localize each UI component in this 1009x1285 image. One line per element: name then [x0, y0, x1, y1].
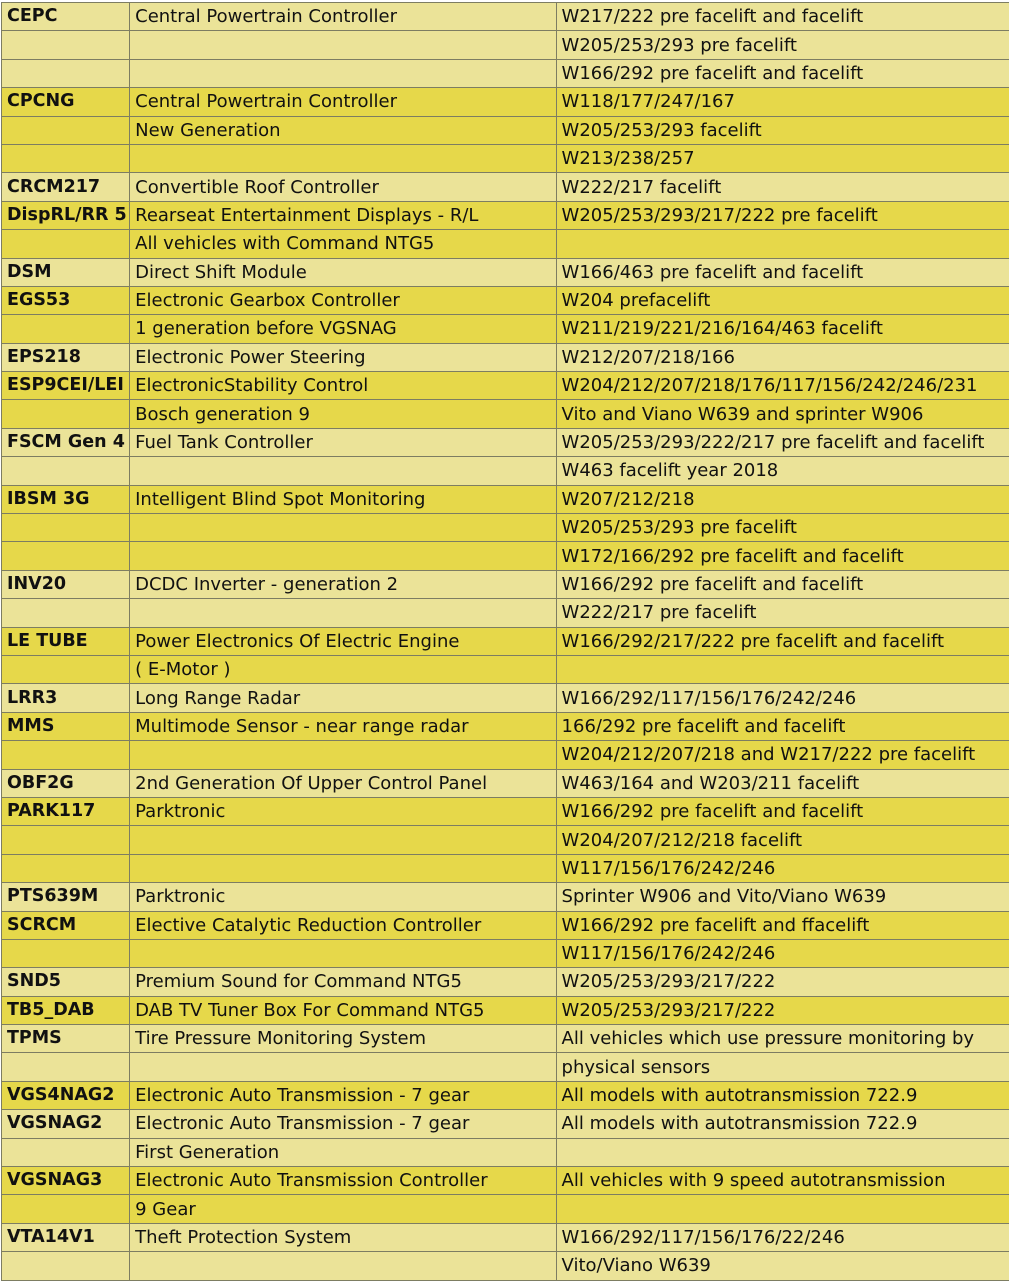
vehicles-cell: Sprinter W906 and Vito/Viano W639 — [556, 883, 1009, 911]
module-code-cell — [2, 741, 130, 769]
module-code-cell — [2, 230, 130, 258]
vehicles-cell: W217/222 pre facelift and facelift — [556, 3, 1009, 31]
vehicles-cell: W166/292/117/156/176/242/246 — [556, 684, 1009, 712]
module-name-cell: First Generation — [130, 1138, 556, 1166]
table-row — [2, 826, 1009, 854]
module-code-cell — [2, 854, 130, 882]
module-name-cell — [130, 826, 556, 854]
table-row — [2, 655, 1009, 683]
module-name-cell — [130, 59, 556, 87]
module-code-cell — [2, 400, 130, 428]
vehicles-cell: W166/292/117/156/176/22/246 — [556, 1223, 1009, 1251]
module-code-cell: EPS218 — [2, 343, 130, 371]
table-row — [2, 1025, 1009, 1053]
vehicles-cell: Vito and Viano W639 and sprinter W906 — [556, 400, 1009, 428]
table-row — [2, 1053, 1009, 1081]
module-name-cell: Electronic Auto Transmission - 7 gear — [130, 1081, 556, 1109]
table-row — [2, 173, 1009, 201]
table-row — [2, 258, 1009, 286]
table-row — [2, 1252, 1009, 1280]
vehicles-cell: All models with autotransmission 722.9 — [556, 1110, 1009, 1138]
table-row — [2, 911, 1009, 939]
vehicles-cell: W463 facelift year 2018 — [556, 457, 1009, 485]
module-name-cell: Electronic Auto Transmission Controller — [130, 1167, 556, 1195]
module-code-cell — [2, 1053, 130, 1081]
vehicles-cell: W117/156/176/242/246 — [556, 854, 1009, 882]
module-code-cell: CRCM217 — [2, 173, 130, 201]
module-name-cell: Elective Catalytic Reduction Controller — [130, 911, 556, 939]
module-code-cell: TPMS — [2, 1025, 130, 1053]
module-code-cell: VTA14V1 — [2, 1223, 130, 1251]
vehicles-cell: W222/217 facelift — [556, 173, 1009, 201]
module-name-cell: Tire Pressure Monitoring System — [130, 1025, 556, 1053]
ecu-compatibility-table — [1, 2, 1009, 1281]
table-row — [2, 996, 1009, 1024]
table-row — [2, 1110, 1009, 1138]
vehicles-cell: W118/177/247/167 — [556, 88, 1009, 116]
vehicles-cell: W117/156/176/242/246 — [556, 939, 1009, 967]
vehicles-cell — [556, 1195, 1009, 1223]
table-row — [2, 315, 1009, 343]
vehicles-cell: W212/207/218/166 — [556, 343, 1009, 371]
module-code-cell — [2, 1252, 130, 1280]
vehicles-cell: W205/253/293 facelift — [556, 116, 1009, 144]
vehicles-cell: W166/292 pre facelift and facelift — [556, 797, 1009, 825]
vehicles-cell: All models with autotransmission 722.9 — [556, 1081, 1009, 1109]
module-name-cell: Premium Sound for Command NTG5 — [130, 968, 556, 996]
module-name-cell: Central Powertrain Controller — [130, 88, 556, 116]
table-row — [2, 88, 1009, 116]
module-code-cell — [2, 144, 130, 172]
module-name-cell — [130, 1252, 556, 1280]
module-name-cell — [130, 741, 556, 769]
table-row — [2, 854, 1009, 882]
table-row — [2, 201, 1009, 229]
module-name-cell: Multimode Sensor - near range radar — [130, 712, 556, 740]
table-row — [2, 144, 1009, 172]
table-row — [2, 883, 1009, 911]
vehicles-cell: W204 prefacelift — [556, 286, 1009, 314]
table-row — [2, 286, 1009, 314]
module-code-cell — [2, 59, 130, 87]
module-code-cell: INV20 — [2, 570, 130, 598]
vehicles-cell: W166/292 pre facelift and facelift — [556, 570, 1009, 598]
table-row — [2, 59, 1009, 87]
module-code-cell — [2, 31, 130, 59]
table-row — [2, 797, 1009, 825]
table-row — [2, 1081, 1009, 1109]
module-name-cell — [130, 1053, 556, 1081]
module-name-cell — [130, 854, 556, 882]
module-code-cell — [2, 939, 130, 967]
table-row — [2, 3, 1009, 31]
vehicles-cell: W207/212/218 — [556, 485, 1009, 513]
module-name-cell: New Generation — [130, 116, 556, 144]
table-row — [2, 599, 1009, 627]
module-code-cell — [2, 1138, 130, 1166]
table-row — [2, 542, 1009, 570]
vehicles-cell: W166/463 pre facelift and facelift — [556, 258, 1009, 286]
module-name-cell: Theft Protection System — [130, 1223, 556, 1251]
module-name-cell: DCDC Inverter - generation 2 — [130, 570, 556, 598]
table-row — [2, 457, 1009, 485]
module-name-cell: All vehicles with Command NTG5 — [130, 230, 556, 258]
module-code-cell — [2, 542, 130, 570]
vehicles-cell — [556, 655, 1009, 683]
module-name-cell: Electronic Auto Transmission - 7 gear — [130, 1110, 556, 1138]
module-code-cell — [2, 826, 130, 854]
table-row — [2, 428, 1009, 456]
vehicles-cell: W172/166/292 pre facelift and facelift — [556, 542, 1009, 570]
module-code-cell: VGS4NAG2 — [2, 1081, 130, 1109]
module-code-cell: VGSNAG3 — [2, 1167, 130, 1195]
module-name-cell: Central Powertrain Controller — [130, 3, 556, 31]
vehicles-cell: All vehicles with 9 speed autotransmission — [556, 1167, 1009, 1195]
module-code-cell: DispRL/RR 5 — [2, 201, 130, 229]
table-row — [2, 400, 1009, 428]
module-name-cell — [130, 31, 556, 59]
module-code-cell — [2, 116, 130, 144]
vehicles-cell: W166/292/217/222 pre facelift and facelift — [556, 627, 1009, 655]
module-name-cell: Electronic Gearbox Controller — [130, 286, 556, 314]
module-code-cell: PARK117 — [2, 797, 130, 825]
module-name-cell: Fuel Tank Controller — [130, 428, 556, 456]
module-name-cell — [130, 514, 556, 542]
table-row — [2, 230, 1009, 258]
table-row — [2, 343, 1009, 371]
module-name-cell: Direct Shift Module — [130, 258, 556, 286]
vehicles-cell: physical sensors — [556, 1053, 1009, 1081]
module-code-cell — [2, 457, 130, 485]
vehicles-cell: W205/253/293 pre facelift — [556, 514, 1009, 542]
module-code-cell: EGS53 — [2, 286, 130, 314]
vehicles-cell: 166/292 pre facelift and facelift — [556, 712, 1009, 740]
module-name-cell: Electronic Power Steering — [130, 343, 556, 371]
vehicles-cell — [556, 1138, 1009, 1166]
module-code-cell — [2, 599, 130, 627]
module-name-cell: Intelligent Blind Spot Monitoring — [130, 485, 556, 513]
vehicles-cell: W205/253/293/222/217 pre facelift and facelift — [556, 428, 1009, 456]
vehicles-cell: All vehicles which use pressure monitoring by — [556, 1025, 1009, 1053]
module-name-cell: 1 generation before VGSNAG — [130, 315, 556, 343]
module-name-cell — [130, 599, 556, 627]
table-row — [2, 116, 1009, 144]
vehicles-cell: W166/292 pre facelift and ffacelift — [556, 911, 1009, 939]
vehicles-cell: W204/212/207/218 and W217/222 pre facelift — [556, 741, 1009, 769]
table-row — [2, 712, 1009, 740]
module-code-cell — [2, 315, 130, 343]
module-code-cell: TB5_DAB — [2, 996, 130, 1024]
module-name-cell — [130, 457, 556, 485]
module-name-cell — [130, 542, 556, 570]
table-body — [2, 3, 1009, 1281]
module-code-cell: FSCM Gen 4 — [2, 428, 130, 456]
module-name-cell — [130, 144, 556, 172]
module-code-cell: CEPC — [2, 3, 130, 31]
table-row — [2, 627, 1009, 655]
module-name-cell: ElectronicStability Control — [130, 372, 556, 400]
table-row — [2, 570, 1009, 598]
module-code-cell: SND5 — [2, 968, 130, 996]
module-code-cell — [2, 1195, 130, 1223]
module-name-cell: Parktronic — [130, 883, 556, 911]
module-name-cell — [130, 939, 556, 967]
vehicles-cell: W222/217 pre facelift — [556, 599, 1009, 627]
vehicles-cell: W205/253/293/217/222 — [556, 996, 1009, 1024]
module-code-cell: ESP9CEI/LEI — [2, 372, 130, 400]
vehicles-cell: W205/253/293 pre facelift — [556, 31, 1009, 59]
module-name-cell: Long Range Radar — [130, 684, 556, 712]
module-name-cell: DAB TV Tuner Box For Command NTG5 — [130, 996, 556, 1024]
vehicles-cell: W205/253/293/217/222 — [556, 968, 1009, 996]
module-code-cell: VGSNAG2 — [2, 1110, 130, 1138]
module-code-cell — [2, 655, 130, 683]
module-code-cell: IBSM 3G — [2, 485, 130, 513]
table-row — [2, 1223, 1009, 1251]
module-code-cell — [2, 514, 130, 542]
vehicles-cell: W211/219/221/216/164/463 facelift — [556, 315, 1009, 343]
module-name-cell: Parktronic — [130, 797, 556, 825]
vehicles-cell: W204/212/207/218/176/117/156/242/246/231 — [556, 372, 1009, 400]
vehicles-cell: W463/164 and W203/211 facelift — [556, 769, 1009, 797]
module-name-cell: 9 Gear — [130, 1195, 556, 1223]
table-row — [2, 684, 1009, 712]
vehicles-cell: W205/253/293/217/222 pre facelift — [556, 201, 1009, 229]
module-code-cell: MMS — [2, 712, 130, 740]
table-row — [2, 1195, 1009, 1223]
table-row — [2, 769, 1009, 797]
module-code-cell: PTS639M — [2, 883, 130, 911]
module-name-cell: ( E-Motor ) — [130, 655, 556, 683]
table-row — [2, 514, 1009, 542]
vehicles-cell: W204/207/212/218 facelift — [556, 826, 1009, 854]
module-code-cell: OBF2G — [2, 769, 130, 797]
module-name-cell: Convertible Roof Controller — [130, 173, 556, 201]
table-row — [2, 485, 1009, 513]
vehicles-cell — [556, 230, 1009, 258]
vehicles-cell: W166/292 pre facelift and facelift — [556, 59, 1009, 87]
module-name-cell: Bosch generation 9 — [130, 400, 556, 428]
table-row — [2, 968, 1009, 996]
table-row — [2, 1167, 1009, 1195]
module-code-cell: SCRCM — [2, 911, 130, 939]
table-row — [2, 939, 1009, 967]
table-row — [2, 31, 1009, 59]
module-code-cell: DSM — [2, 258, 130, 286]
module-name-cell: 2nd Generation Of Upper Control Panel — [130, 769, 556, 797]
table-row — [2, 372, 1009, 400]
table-row — [2, 741, 1009, 769]
module-code-cell: LE TUBE — [2, 627, 130, 655]
module-name-cell: Power Electronics Of Electric Engine — [130, 627, 556, 655]
vehicles-cell: Vito/Viano W639 — [556, 1252, 1009, 1280]
vehicles-cell: W213/238/257 — [556, 144, 1009, 172]
module-code-cell: CPCNG — [2, 88, 130, 116]
module-code-cell: LRR3 — [2, 684, 130, 712]
module-name-cell: Rearseat Entertainment Displays - R/L — [130, 201, 556, 229]
table-row — [2, 1138, 1009, 1166]
